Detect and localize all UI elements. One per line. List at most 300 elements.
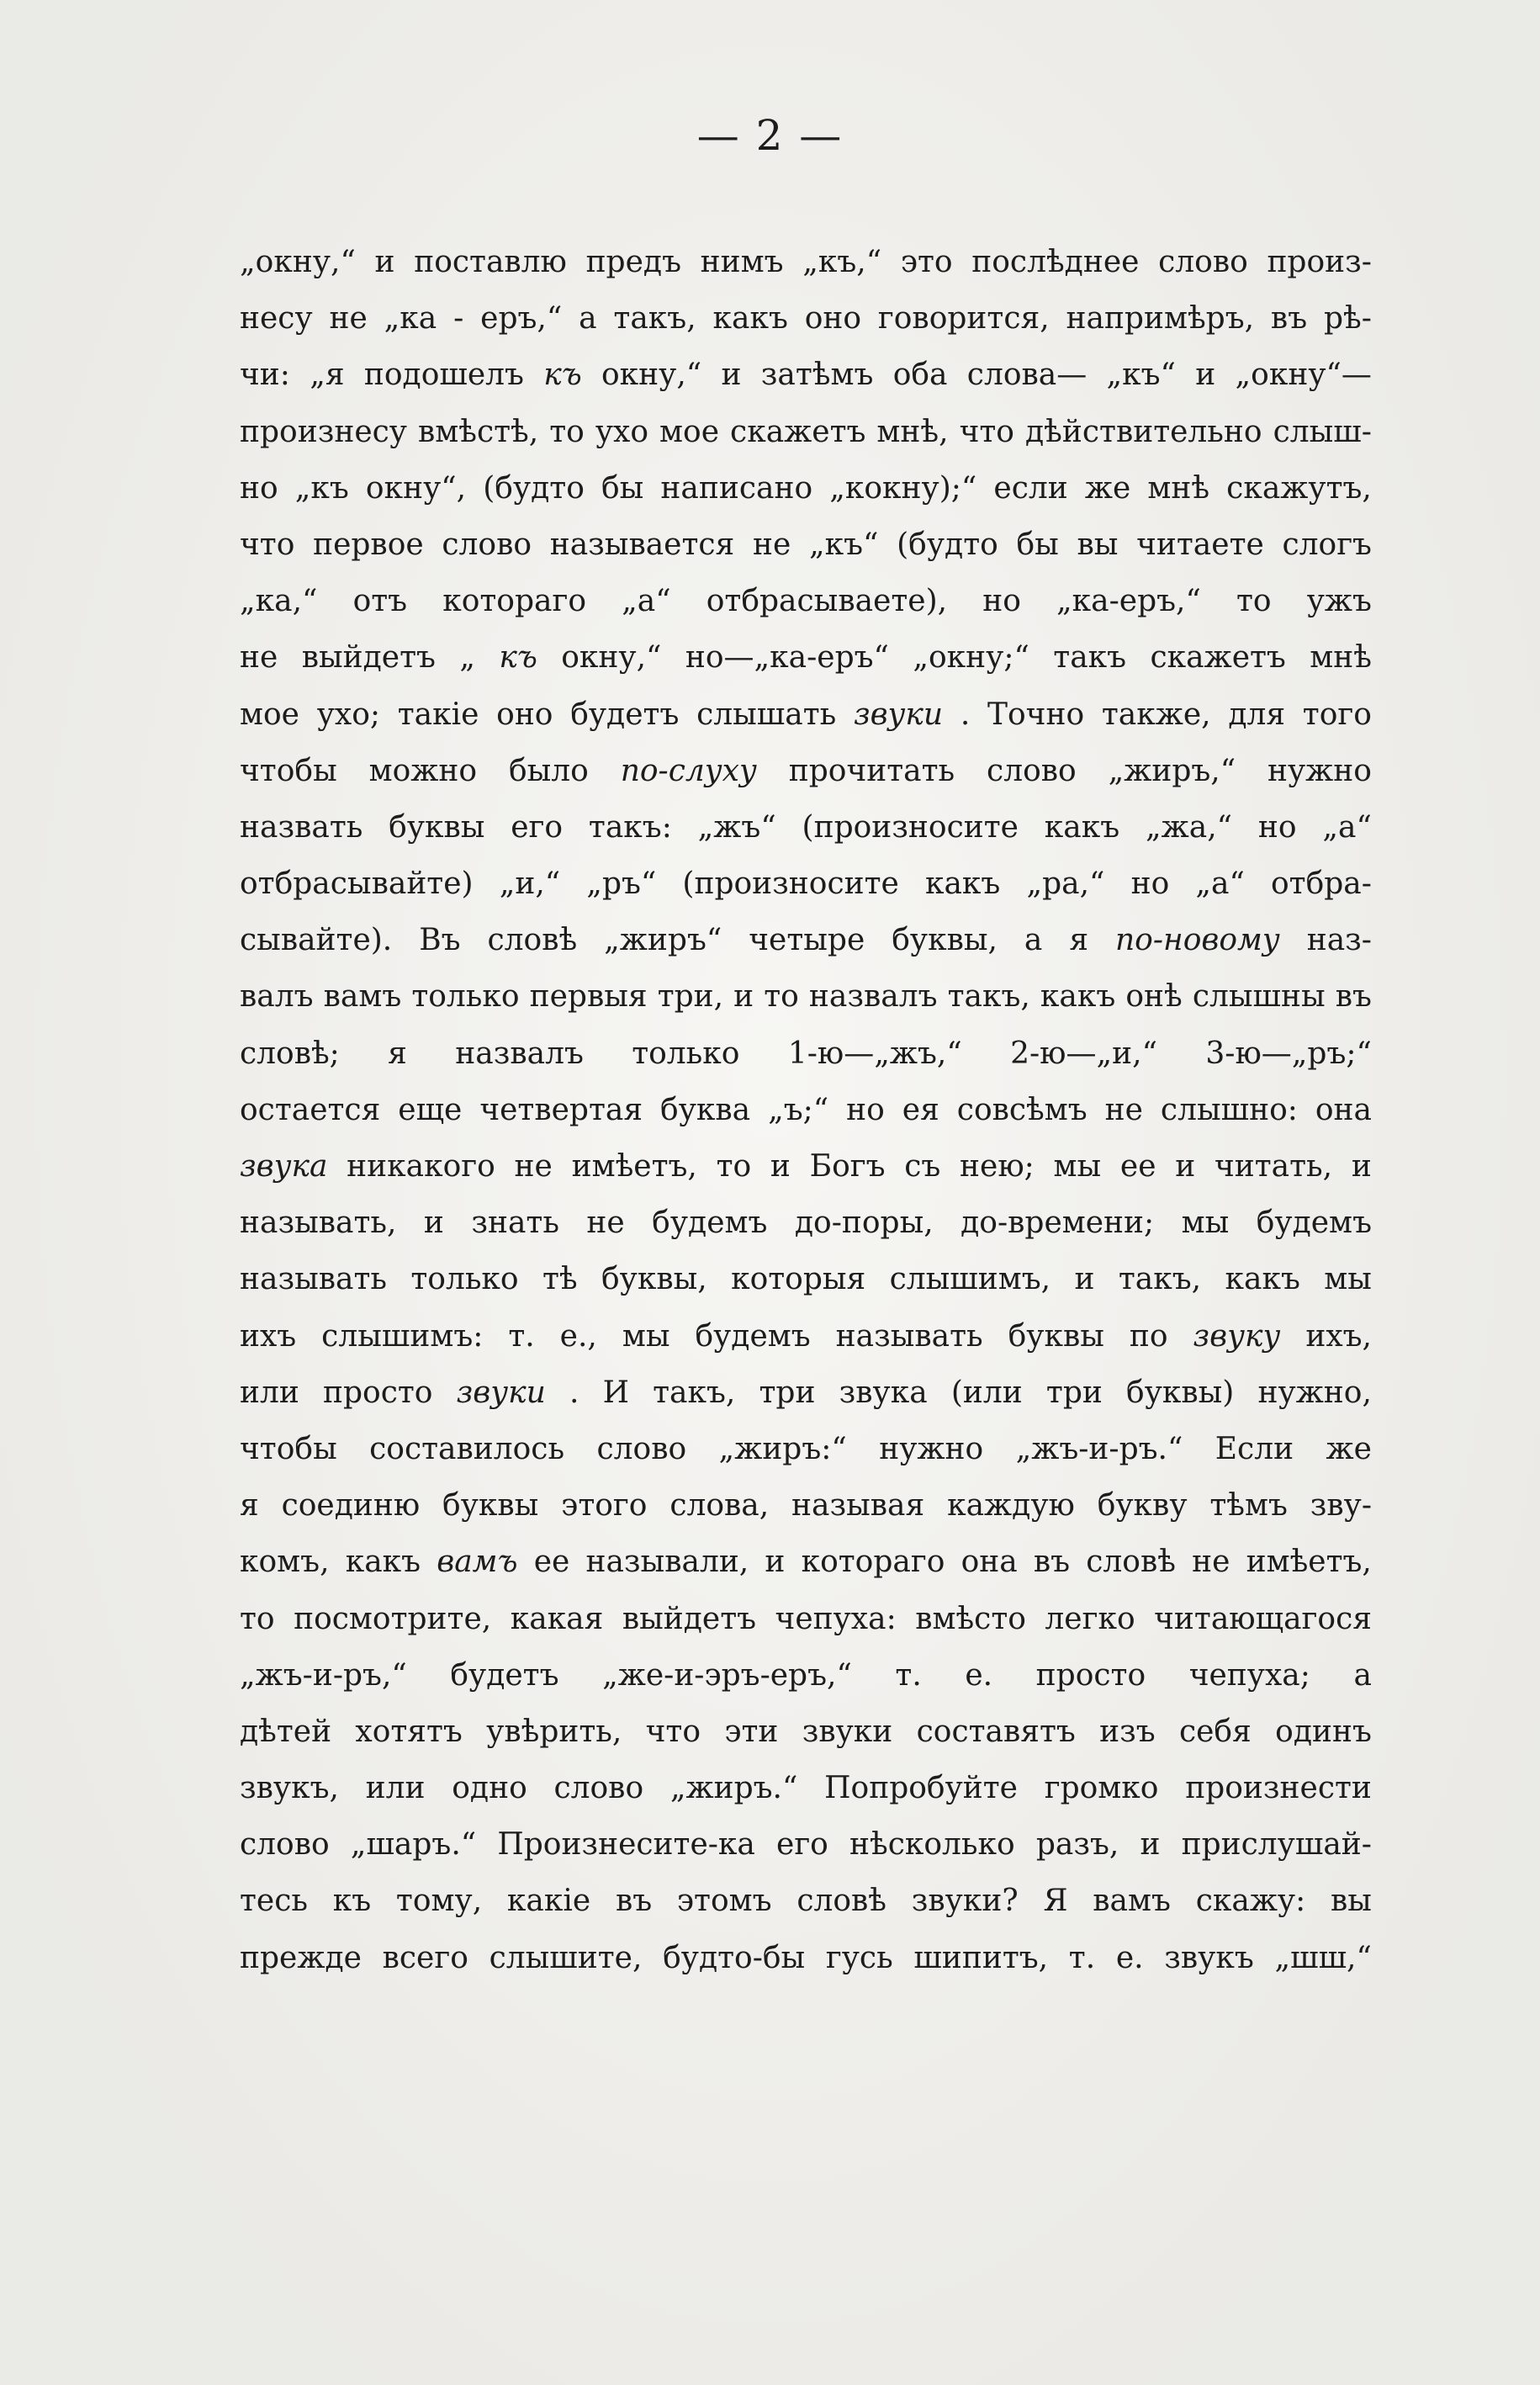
word: ужъ: [1306, 584, 1372, 619]
word: наз-: [1306, 923, 1372, 958]
word: называя: [791, 1488, 925, 1524]
word: слыш-: [1273, 414, 1372, 449]
word: она: [961, 1545, 1018, 1580]
word: въ: [615, 1884, 653, 1919]
word: „ка,“: [240, 584, 318, 619]
word: не: [329, 301, 368, 337]
italic-word: къ: [499, 640, 537, 676]
text-line: [240, 234, 1372, 290]
word: .: [569, 1375, 579, 1410]
word: „жиръ.“: [669, 1771, 798, 1806]
word: гусь: [825, 1940, 893, 1975]
word: назвалъ: [455, 1036, 584, 1071]
word: 2-ю—„и,“: [1010, 1036, 1158, 1071]
word: а: [579, 301, 597, 337]
word: (произносите: [802, 809, 1019, 845]
word: прочитать: [788, 753, 955, 788]
word: изъ: [1099, 1714, 1156, 1749]
word: просто: [1035, 1657, 1146, 1693]
word: „: [459, 640, 475, 676]
word: оба: [892, 358, 948, 393]
word: будемъ: [1256, 1206, 1372, 1241]
word: ее: [533, 1545, 570, 1580]
word: окну,“: [561, 640, 662, 676]
word: хотятъ: [355, 1714, 463, 1749]
text-line: [240, 686, 1372, 743]
word: какъ: [712, 301, 788, 337]
word: бы: [601, 470, 644, 506]
word: и: [1175, 1149, 1196, 1184]
text-line: [240, 1082, 1372, 1138]
word: „шаръ.“: [350, 1827, 477, 1863]
word: громко: [1044, 1771, 1159, 1806]
word: котораго: [442, 584, 586, 619]
word: „ъ;“: [768, 1092, 829, 1127]
word: говорится,: [877, 301, 1050, 337]
word: а: [1353, 1657, 1372, 1693]
word: до-поры,: [794, 1206, 934, 1241]
word: то: [549, 414, 585, 449]
word: но: [240, 470, 278, 506]
word: валъ: [240, 979, 314, 1015]
word: посмотрите,: [294, 1601, 492, 1636]
word: Произнесите-ка: [497, 1827, 755, 1863]
word: или: [240, 1375, 299, 1410]
word: какъ: [924, 867, 1001, 902]
word: слово: [596, 1431, 687, 1466]
word: отбрасываете),: [706, 584, 948, 619]
word: же: [1326, 1431, 1372, 1466]
word: этомъ: [676, 1884, 772, 1919]
word: „а“: [1195, 867, 1245, 902]
word: котораго: [801, 1545, 945, 1580]
text-line: [240, 1477, 1372, 1534]
word: увѣрить,: [486, 1714, 622, 1749]
word: назвать: [240, 809, 363, 845]
word: какъ: [1040, 979, 1116, 1015]
word: такъ:: [588, 809, 672, 845]
word: звуки?: [911, 1884, 1019, 1919]
word: называть: [240, 1262, 387, 1297]
word: первыя: [529, 979, 648, 1015]
word: Въ: [419, 923, 461, 958]
word: мы: [622, 1318, 670, 1354]
word: словѣ;: [240, 1036, 340, 1071]
word: первое: [313, 527, 424, 562]
word: совсѣмъ: [956, 1092, 1088, 1127]
word: е.: [1115, 1940, 1144, 1975]
word: „окну“—: [1235, 358, 1372, 393]
word: слова—: [966, 358, 1088, 393]
word: „жиръ,“: [1108, 753, 1236, 788]
text-line: [240, 629, 1372, 686]
word: отбрасывайте): [240, 867, 474, 902]
word: „жъ-и-ръ.“: [1015, 1431, 1183, 1466]
word: называется: [549, 527, 735, 562]
word: называли,: [585, 1545, 749, 1580]
word: 1-ю—„жъ,“: [787, 1036, 962, 1071]
word: такъ,: [947, 979, 1030, 1015]
text-line: [240, 856, 1372, 912]
word: шипитъ,: [913, 1940, 1049, 1975]
italic-word: по-слуху: [620, 753, 757, 788]
word: произнести: [1185, 1771, 1372, 1806]
word: напримѣръ,: [1066, 301, 1255, 337]
word: тѣ: [542, 1262, 578, 1297]
word: составятъ: [916, 1714, 1076, 1749]
word: не: [752, 527, 791, 562]
word: что: [959, 414, 1014, 449]
italic-word: звука: [240, 1149, 328, 1184]
word: три,: [657, 979, 724, 1015]
word: зву-: [1310, 1488, 1372, 1524]
word: еще: [398, 1092, 463, 1127]
text-line: [240, 1760, 1372, 1816]
word: но: [1130, 867, 1170, 902]
word: просто: [323, 1375, 433, 1410]
word: слышны: [1192, 979, 1326, 1015]
word: слышать: [696, 697, 837, 732]
word: поставлю: [414, 245, 567, 279]
word: мы: [1324, 1262, 1372, 1297]
word: выйдетъ: [301, 640, 436, 676]
word: окну,“: [601, 358, 702, 393]
word: прислушай-: [1181, 1827, 1372, 1863]
word: скажутъ,: [1226, 470, 1372, 506]
word: было: [508, 753, 589, 788]
word: но: [982, 584, 1021, 619]
word: только: [411, 979, 520, 1015]
word: „къ“: [808, 527, 879, 562]
word: нимъ: [700, 245, 784, 279]
word: нею;: [960, 1149, 1035, 1184]
word: каждую: [947, 1488, 1075, 1524]
word: читающагося: [1154, 1601, 1372, 1636]
word: окну“,: [365, 470, 467, 506]
word: слышите,: [489, 1940, 643, 1975]
text-line: [240, 1138, 1372, 1195]
word: послѣднее: [971, 245, 1140, 279]
word: оно: [496, 697, 553, 732]
word: назвалъ: [808, 979, 938, 1015]
word: скажетъ: [1150, 640, 1286, 676]
word: же: [1084, 470, 1131, 506]
word: такъ,: [1118, 1262, 1202, 1297]
word: и: [721, 358, 742, 393]
text-line: [240, 1365, 1372, 1421]
word: е.,: [559, 1318, 597, 1354]
word: будемъ: [652, 1206, 768, 1241]
word: вмѣстѣ,: [418, 414, 539, 449]
word: слово: [240, 1827, 330, 1863]
word: буквы: [389, 809, 485, 845]
word: до-времени;: [961, 1206, 1155, 1241]
word: чепуха;: [1188, 1657, 1310, 1693]
word: „жиръ:“: [718, 1431, 847, 1466]
word: словѣ: [487, 923, 578, 958]
text-line: [240, 1421, 1372, 1477]
word: нужно: [879, 1431, 984, 1466]
word: дѣтей: [240, 1714, 332, 1749]
word: мое: [659, 414, 720, 449]
word: можно: [368, 753, 478, 788]
word: „жъ-и-ръ,“: [240, 1657, 407, 1693]
word: „а“: [622, 584, 671, 619]
word: будемъ: [695, 1318, 811, 1354]
word: это: [900, 245, 953, 279]
word: какіе: [506, 1884, 591, 1919]
page-number: — 2 —: [696, 111, 844, 160]
word: вы: [1077, 527, 1119, 562]
word: нужно: [1267, 753, 1372, 788]
word: комъ,: [240, 1545, 330, 1580]
word: букву: [1097, 1488, 1188, 1524]
word: .: [960, 697, 971, 732]
word: „къ“: [1106, 358, 1176, 393]
word: мнѣ,: [876, 414, 949, 449]
text-line: [240, 1591, 1372, 1647]
word: И: [602, 1375, 629, 1410]
word: 3-ю—„ръ;“: [1205, 1036, 1372, 1071]
word: е.: [965, 1657, 993, 1693]
word: Если: [1215, 1431, 1294, 1466]
word: выйдетъ: [622, 1601, 757, 1636]
text-line: [240, 347, 1372, 403]
word: себя: [1178, 1714, 1252, 1749]
text-line: [240, 1534, 1372, 1590]
word: будетъ: [570, 697, 680, 732]
word: будетъ: [450, 1657, 559, 1693]
word: но—„ка-еръ“: [685, 640, 889, 676]
word: такіе: [397, 697, 479, 732]
word: ихъ,: [1305, 1318, 1372, 1354]
word: остается: [240, 1092, 381, 1127]
word: Попробуйте: [824, 1771, 1018, 1806]
word: вы: [1331, 1884, 1372, 1919]
word: предъ: [585, 245, 681, 279]
word: мое: [240, 697, 299, 732]
word: „шш,“: [1274, 1940, 1372, 1975]
word: „кокну);“: [829, 470, 977, 506]
word: и: [423, 1206, 444, 1241]
word: того: [1302, 697, 1372, 732]
word: что: [240, 527, 295, 562]
word: также,: [1101, 697, 1211, 732]
word: ее: [1119, 1149, 1156, 1184]
word: вамъ: [323, 979, 402, 1015]
word: какъ: [1044, 809, 1120, 845]
word: „а“: [1322, 809, 1372, 845]
word: и: [733, 979, 754, 1015]
word: скажу:: [1195, 1884, 1306, 1919]
word: чтобы: [240, 1431, 337, 1466]
word: слово: [442, 527, 532, 562]
word: буквы,: [892, 923, 998, 958]
word: чи:: [240, 358, 290, 393]
italic-word: звуки: [456, 1375, 546, 1410]
text-line: [240, 912, 1372, 968]
text-line: [240, 1251, 1372, 1307]
word: затѣмъ: [760, 358, 874, 393]
word: ихъ: [240, 1318, 297, 1354]
text-line: [240, 1816, 1372, 1873]
word: такъ,: [653, 1375, 736, 1410]
word: слово: [987, 753, 1077, 788]
text-line: [240, 1704, 1372, 1760]
word: -: [453, 301, 464, 337]
word: то: [240, 1601, 275, 1636]
word: такъ,: [613, 301, 696, 337]
word: буквы): [1126, 1375, 1235, 1410]
word: и: [1140, 1827, 1161, 1863]
word: вамъ: [1093, 1884, 1171, 1919]
text-line: [240, 460, 1372, 517]
word: что: [645, 1714, 701, 1749]
word: еръ,“: [480, 301, 563, 337]
word: „окну;“: [913, 640, 1029, 676]
word: одно: [452, 1771, 527, 1806]
text-line: [240, 968, 1372, 1025]
word: не: [514, 1149, 553, 1184]
word: нѣсколько: [849, 1827, 1015, 1863]
word: „жиръ“: [604, 923, 722, 958]
word: я: [388, 1036, 407, 1071]
word: „жа,“: [1145, 809, 1233, 845]
text-line: [240, 1195, 1372, 1251]
word: то: [716, 1149, 752, 1184]
word: скажетъ: [730, 414, 866, 449]
word: бы: [1016, 527, 1059, 562]
word: одинъ: [1275, 1714, 1372, 1749]
word: читаете: [1136, 527, 1264, 562]
word: (произносите: [682, 867, 899, 902]
word: тесь: [240, 1884, 308, 1919]
text-line: [240, 517, 1372, 573]
word: написано: [660, 470, 813, 506]
word: читать,: [1214, 1149, 1333, 1184]
word: (будто: [897, 527, 998, 562]
word: ухо;: [316, 697, 380, 732]
word: имѣетъ,: [571, 1149, 697, 1184]
word: чтобы: [240, 753, 337, 788]
word: звука: [839, 1375, 928, 1410]
word: онѣ: [1125, 979, 1183, 1015]
word: „ръ“: [586, 867, 657, 902]
word: всего: [382, 1940, 468, 1975]
word: „ка-еръ,“: [1056, 584, 1201, 619]
word: мнѣ: [1310, 640, 1372, 676]
word: (или: [950, 1375, 1023, 1410]
word: звукъ: [1164, 1940, 1254, 1975]
word: сывайте).: [240, 923, 393, 958]
word: къ: [332, 1884, 372, 1919]
italic-word: вамъ: [437, 1545, 518, 1580]
word: будто-бы: [663, 1940, 806, 1975]
word: но: [1257, 809, 1297, 845]
word: отъ: [352, 584, 408, 619]
word: т.: [1068, 1940, 1096, 1975]
word: я: [240, 1488, 259, 1524]
word: мы: [1181, 1206, 1230, 1241]
italic-word: къ: [543, 358, 582, 393]
word: его: [511, 809, 564, 845]
text-line: [240, 1873, 1372, 1929]
italic-word: звуку: [1193, 1318, 1281, 1354]
text-line: [240, 1930, 1372, 1986]
word: такъ: [1053, 640, 1127, 676]
word: „ра,“: [1026, 867, 1105, 902]
word: но: [846, 1092, 885, 1127]
word: и: [374, 245, 395, 279]
text-line: [240, 799, 1372, 856]
word: „къ,“: [802, 245, 882, 279]
word: т.: [895, 1657, 922, 1693]
word: эти: [724, 1714, 779, 1749]
word: произнесу: [240, 414, 407, 449]
word: оно: [804, 301, 862, 337]
word: составилось: [369, 1431, 565, 1466]
word: въ: [1270, 301, 1308, 337]
word: чепуха:: [775, 1601, 897, 1636]
word: имѣетъ,: [1246, 1545, 1372, 1580]
word: и: [770, 1149, 791, 1184]
word: отбра-: [1271, 867, 1372, 902]
word: „я: [310, 358, 345, 393]
word: она: [1315, 1092, 1372, 1127]
word: четвертая: [479, 1092, 643, 1127]
word: четыре: [749, 923, 865, 958]
italic-word: по-новому: [1114, 923, 1280, 958]
word: никакого: [347, 1149, 495, 1184]
word: три: [1045, 1375, 1103, 1410]
word: „и,“: [499, 867, 561, 902]
word: соединю: [281, 1488, 421, 1524]
word: произ-: [1267, 245, 1372, 279]
word: рѣ-: [1323, 301, 1372, 337]
text-line: [240, 404, 1372, 460]
word: „жъ“: [697, 809, 776, 845]
word: дѣйствительно: [1025, 414, 1262, 449]
word: знать: [471, 1206, 559, 1241]
word: „же-и-эръ-еръ,“: [602, 1657, 852, 1693]
word: словѣ: [796, 1884, 887, 1919]
text-line: [240, 573, 1372, 629]
word: не: [1192, 1545, 1230, 1580]
word: какъ: [1225, 1262, 1300, 1297]
word: я: [1069, 923, 1089, 958]
word: слышимъ:: [321, 1318, 484, 1354]
word: не: [1104, 1092, 1143, 1127]
word: т.: [508, 1318, 535, 1354]
word: Богъ: [809, 1149, 886, 1184]
word: и: [1195, 358, 1216, 393]
word: буквы,: [601, 1262, 707, 1297]
word: слово: [553, 1771, 644, 1806]
word: и: [1074, 1262, 1095, 1297]
word: разъ,: [1035, 1827, 1119, 1863]
word: „ка: [384, 301, 437, 337]
word: вмѣсто: [915, 1601, 1026, 1636]
word: только: [632, 1036, 740, 1071]
word: мнѣ: [1147, 470, 1210, 506]
word: не: [240, 640, 278, 676]
word: буквы: [442, 1488, 539, 1524]
word: тому,: [395, 1884, 483, 1919]
word: Точно: [987, 697, 1085, 732]
word: только: [410, 1262, 519, 1297]
text-line: [240, 743, 1372, 799]
word: звуки: [802, 1714, 893, 1749]
